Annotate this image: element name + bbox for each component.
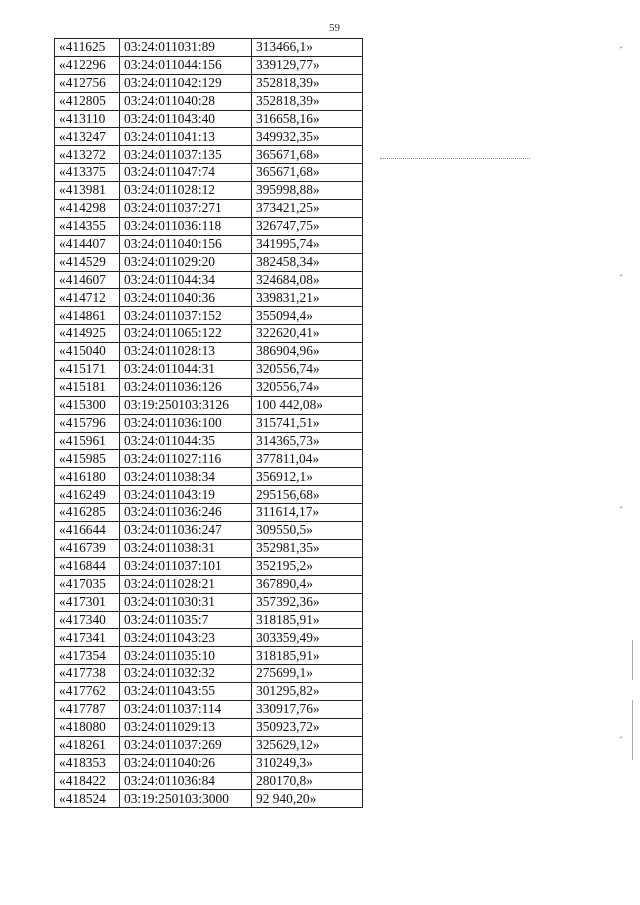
registry-number-cell: «418422 <box>55 772 120 790</box>
scan-dots <box>380 158 530 159</box>
table-row <box>55 289 363 307</box>
scan-mark: ˊ <box>619 734 623 748</box>
table-row <box>55 790 363 808</box>
amount-cell: 352981,35» <box>252 539 363 557</box>
amount-cell: 365671,68» <box>252 146 363 164</box>
amount-cell: 316658,16» <box>252 110 363 128</box>
registry-number-cell: «412296 <box>55 56 120 74</box>
registry-table <box>54 38 363 808</box>
table-row <box>55 468 363 486</box>
registry-number-cell: «415796 <box>55 414 120 432</box>
registry-number-cell: «414407 <box>55 235 120 253</box>
amount-cell: 325629,12» <box>252 736 363 754</box>
amount-cell: 326747,75» <box>252 217 363 235</box>
registry-number-cell: «416644 <box>55 522 120 540</box>
cadastral-number-cell: 03:24:011037:152 <box>120 307 252 325</box>
table-row <box>55 414 363 432</box>
cadastral-number-cell: 03:24:011029:20 <box>120 253 252 271</box>
registry-number-cell: «412805 <box>55 92 120 110</box>
table-row <box>55 522 363 540</box>
amount-cell: 315741,51» <box>252 414 363 432</box>
registry-number-cell: «411625 <box>55 39 120 57</box>
amount-cell: 310249,3» <box>252 754 363 772</box>
table-row <box>55 450 363 468</box>
amount-cell: 330917,76» <box>252 700 363 718</box>
cadastral-number-cell: 03:24:011043:19 <box>120 486 252 504</box>
cadastral-number-cell: 03:24:011027:116 <box>120 450 252 468</box>
registry-number-cell: «416285 <box>55 504 120 522</box>
amount-cell: 349932,35» <box>252 128 363 146</box>
registry-number-cell: «414355 <box>55 217 120 235</box>
table-row <box>55 486 363 504</box>
cadastral-number-cell: 03:24:011036:247 <box>120 522 252 540</box>
table-row <box>55 74 363 92</box>
amount-cell: 313466,1» <box>252 39 363 57</box>
table-row <box>55 128 363 146</box>
amount-cell: 356912,1» <box>252 468 363 486</box>
amount-cell: 314365,73» <box>252 432 363 450</box>
registry-number-cell: «417354 <box>55 647 120 665</box>
amount-cell: 382458,34» <box>252 253 363 271</box>
registry-number-cell: «415961 <box>55 432 120 450</box>
amount-cell: 339129,77» <box>252 56 363 74</box>
cadastral-number-cell: 03:24:011035:7 <box>120 611 252 629</box>
amount-cell: 301295,82» <box>252 683 363 701</box>
cadastral-number-cell: 03:24:011040:28 <box>120 92 252 110</box>
cadastral-number-cell: 03:24:011047:74 <box>120 164 252 182</box>
registry-number-cell: «414925 <box>55 325 120 343</box>
registry-number-cell: «418261 <box>55 736 120 754</box>
amount-cell: 309550,5» <box>252 522 363 540</box>
amount-cell: 350923,72» <box>252 718 363 736</box>
table-row <box>55 235 363 253</box>
registry-number-cell: «413981 <box>55 182 120 200</box>
table-row <box>55 361 363 379</box>
table-row <box>55 396 363 414</box>
table-row <box>55 647 363 665</box>
amount-cell: 311614,17» <box>252 504 363 522</box>
table-row <box>55 629 363 647</box>
table-row <box>55 700 363 718</box>
scan-mark: ˊ <box>619 504 623 518</box>
cadastral-number-cell: 03:24:011037:114 <box>120 700 252 718</box>
table-row <box>55 611 363 629</box>
table-row <box>55 718 363 736</box>
amount-cell: 320556,74» <box>252 361 363 379</box>
amount-cell: 320556,74» <box>252 378 363 396</box>
table-row <box>55 539 363 557</box>
cadastral-number-cell: 03:24:011037:269 <box>120 736 252 754</box>
amount-cell: 341995,74» <box>252 235 363 253</box>
table-row <box>55 754 363 772</box>
cadastral-number-cell: 03:24:011042:129 <box>120 74 252 92</box>
cadastral-number-cell: 03:24:011037:271 <box>120 200 252 218</box>
cadastral-number-cell: 03:24:011036:84 <box>120 772 252 790</box>
registry-number-cell: «418353 <box>55 754 120 772</box>
amount-cell: 367890,4» <box>252 575 363 593</box>
cadastral-number-cell: 03:24:011044:35 <box>120 432 252 450</box>
amount-cell: 373421,25» <box>252 200 363 218</box>
cadastral-number-cell: 03:24:011031:89 <box>120 39 252 57</box>
table-row <box>55 200 363 218</box>
cadastral-number-cell: 03:24:011043:23 <box>120 629 252 647</box>
amount-cell: 386904,96» <box>252 343 363 361</box>
cadastral-number-cell: 03:24:011044:34 <box>120 271 252 289</box>
cadastral-number-cell: 03:24:011043:55 <box>120 683 252 701</box>
cadastral-number-cell: 03:24:011037:135 <box>120 146 252 164</box>
registry-number-cell: «417341 <box>55 629 120 647</box>
registry-number-cell: «417787 <box>55 700 120 718</box>
table-row <box>55 665 363 683</box>
cadastral-number-cell: 03:24:011030:31 <box>120 593 252 611</box>
table-row <box>55 271 363 289</box>
amount-cell: 295156,68» <box>252 486 363 504</box>
registry-number-cell: «414607 <box>55 271 120 289</box>
scan-edge-line <box>632 640 633 680</box>
cadastral-number-cell: 03:19:250103:3126 <box>120 396 252 414</box>
table-row <box>55 110 363 128</box>
registry-number-cell: «418524 <box>55 790 120 808</box>
amount-cell: 100 442,08» <box>252 396 363 414</box>
registry-number-cell: «415300 <box>55 396 120 414</box>
registry-number-cell: «418080 <box>55 718 120 736</box>
table-row <box>55 575 363 593</box>
table-row <box>55 307 363 325</box>
cadastral-number-cell: 03:24:011036:100 <box>120 414 252 432</box>
amount-cell: 303359,49» <box>252 629 363 647</box>
registry-number-cell: «415985 <box>55 450 120 468</box>
table-row <box>55 217 363 235</box>
scan-mark: ˊ <box>619 272 623 286</box>
scan-mark: ˊ <box>619 44 623 58</box>
registry-number-cell: «413375 <box>55 164 120 182</box>
registry-number-cell: «417762 <box>55 683 120 701</box>
table-row <box>55 182 363 200</box>
registry-number-cell: «413110 <box>55 110 120 128</box>
registry-number-cell: «416739 <box>55 539 120 557</box>
cadastral-number-cell: 03:24:011036:126 <box>120 378 252 396</box>
registry-number-cell: «417340 <box>55 611 120 629</box>
registry-number-cell: «417035 <box>55 575 120 593</box>
registry-number-cell: «413272 <box>55 146 120 164</box>
table-row <box>55 593 363 611</box>
registry-number-cell: «417301 <box>55 593 120 611</box>
amount-cell: 339831,21» <box>252 289 363 307</box>
registry-number-cell: «415181 <box>55 378 120 396</box>
table-row <box>55 683 363 701</box>
cadastral-number-cell: 03:24:011038:34 <box>120 468 252 486</box>
table-row <box>55 164 363 182</box>
amount-cell: 280170,8» <box>252 772 363 790</box>
table-row <box>55 146 363 164</box>
amount-cell: 352195,2» <box>252 557 363 575</box>
amount-cell: 322620,41» <box>252 325 363 343</box>
table-row <box>55 736 363 754</box>
table-row <box>55 325 363 343</box>
amount-cell: 355094,4» <box>252 307 363 325</box>
table-row <box>55 378 363 396</box>
amount-cell: 395998,88» <box>252 182 363 200</box>
amount-cell: 352818,39» <box>252 74 363 92</box>
scan-edge-line <box>632 700 633 760</box>
registry-number-cell: «416844 <box>55 557 120 575</box>
cadastral-number-cell: 03:24:011065:122 <box>120 325 252 343</box>
page-number: 59 <box>329 22 340 34</box>
registry-number-cell: «416249 <box>55 486 120 504</box>
table-row <box>55 253 363 271</box>
amount-cell: 324684,08» <box>252 271 363 289</box>
cadastral-number-cell: 03:24:011044:156 <box>120 56 252 74</box>
amount-cell: 318185,91» <box>252 647 363 665</box>
cadastral-number-cell: 03:24:011036:118 <box>120 217 252 235</box>
registry-number-cell: «413247 <box>55 128 120 146</box>
cadastral-number-cell: 03:24:011040:26 <box>120 754 252 772</box>
registry-table-body <box>55 39 363 808</box>
table-row <box>55 772 363 790</box>
registry-number-cell: «414298 <box>55 200 120 218</box>
cadastral-number-cell: 03:19:250103:3000 <box>120 790 252 808</box>
table-row <box>55 56 363 74</box>
table-row <box>55 432 363 450</box>
amount-cell: 357392,36» <box>252 593 363 611</box>
cadastral-number-cell: 03:24:011028:13 <box>120 343 252 361</box>
amount-cell: 365671,68» <box>252 164 363 182</box>
cadastral-number-cell: 03:24:011035:10 <box>120 647 252 665</box>
registry-number-cell: «416180 <box>55 468 120 486</box>
registry-number-cell: «415040 <box>55 343 120 361</box>
table-row <box>55 92 363 110</box>
cadastral-number-cell: 03:24:011028:12 <box>120 182 252 200</box>
amount-cell: 377811,04» <box>252 450 363 468</box>
cadastral-number-cell: 03:24:011029:13 <box>120 718 252 736</box>
cadastral-number-cell: 03:24:011028:21 <box>120 575 252 593</box>
cadastral-number-cell: 03:24:011041:13 <box>120 128 252 146</box>
amount-cell: 352818,39» <box>252 92 363 110</box>
cadastral-number-cell: 03:24:011044:31 <box>120 361 252 379</box>
cadastral-number-cell: 03:24:011036:246 <box>120 504 252 522</box>
registry-number-cell: «414712 <box>55 289 120 307</box>
cadastral-number-cell: 03:24:011043:40 <box>120 110 252 128</box>
table-row <box>55 343 363 361</box>
table-row <box>55 504 363 522</box>
cadastral-number-cell: 03:24:011040:156 <box>120 235 252 253</box>
registry-number-cell: «414529 <box>55 253 120 271</box>
amount-cell: 92 940,20» <box>252 790 363 808</box>
registry-number-cell: «415171 <box>55 361 120 379</box>
table-row <box>55 39 363 57</box>
cadastral-number-cell: 03:24:011040:36 <box>120 289 252 307</box>
registry-number-cell: «417738 <box>55 665 120 683</box>
registry-number-cell: «412756 <box>55 74 120 92</box>
amount-cell: 275699,1» <box>252 665 363 683</box>
cadastral-number-cell: 03:24:011032:32 <box>120 665 252 683</box>
registry-number-cell: «414861 <box>55 307 120 325</box>
table-row <box>55 557 363 575</box>
cadastral-number-cell: 03:24:011038:31 <box>120 539 252 557</box>
amount-cell: 318185,91» <box>252 611 363 629</box>
cadastral-number-cell: 03:24:011037:101 <box>120 557 252 575</box>
